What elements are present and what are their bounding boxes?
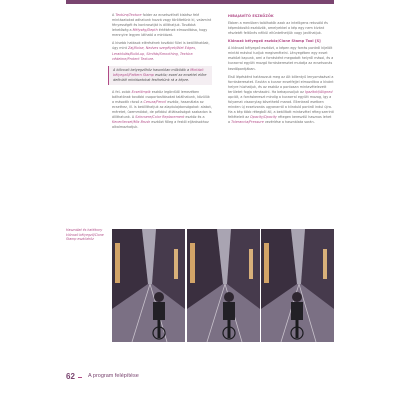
text: A kisebb hatások elérésének további fülei is beállíthatóak, úgy mint	[112, 41, 210, 51]
left-text-column	[112, 13, 212, 133]
text: rétegen keresztül hasznos lehet a	[228, 115, 332, 125]
paragraph	[112, 41, 212, 61]
subsection-heading: Klónozó bélyegző eszköz/Clone Stamp Tool [S]	[228, 39, 321, 44]
street-cyclist-photo	[187, 229, 260, 342]
text: eszköz legördülő lemezében bálhatónak további csoportosításokat találhatunk, közülük a második rácsó a	[112, 89, 210, 104]
term-options: Zaj/Noise, Nedves szegélyek/Wet Edges, Lerakódás/Build-up, Simítás/Smoothing, Textúra védelme/Protect Texture	[112, 46, 197, 61]
note-box	[108, 66, 212, 85]
text: eszközt főleg a festői eljárásokhoz alkalmazhatjuk.	[112, 119, 209, 129]
text: értékének elmozdítása, hogy mennyire legyen látható a mintázat.	[112, 28, 208, 38]
figure-photo-strip	[112, 229, 334, 342]
text: eszközhöz	[77, 237, 94, 242]
text: folder az ecsetszélnél kiskész felé mintázatokat adhatunk hozzá vagy töröltetünk ki, valamint fényességét és kontrasztját is állíthatjuk. Továbbá lehetőség a	[112, 13, 212, 33]
paragraph	[228, 75, 334, 125]
text: vezérlése a használata során.	[263, 120, 315, 125]
right-text-column	[228, 13, 334, 128]
running-title: A program felépítése	[88, 373, 139, 379]
text: eszköz; ezzel az ecsettel előre definiált mintázatokat festhetünk rá a képre.	[113, 72, 207, 82]
text: Használat és	[66, 228, 88, 232]
street-cyclist-photo	[261, 229, 334, 342]
photo-retouched	[187, 229, 260, 342]
text: A	[112, 13, 116, 17]
term-pressure: Tolerancia/Pressure	[231, 120, 264, 125]
photo-result	[261, 229, 334, 342]
photo-original	[112, 229, 185, 342]
paragraph	[112, 13, 212, 38]
term-pencil: Ceruza/Pencil	[143, 99, 167, 104]
street-cyclist-photo	[112, 229, 185, 342]
text: hatékony klónozó bélyegző/Clone Stamp	[66, 228, 104, 242]
term-depth: Mélység/Depth	[132, 28, 158, 33]
paragraph: A klónozó bélyegző eszközt, a képen egy forrás pontról kijelölt mintát máshol tudjuk megismételni. Lényegében egy ecset eszközt kapunk, ami a forrásként megadott helyről másol, és a kurzorral együtt mozgó forráskeresztet mutatja az ecsetvonás kezdőpontjában.	[228, 46, 334, 71]
paragraph: Ebben a menüben találhatók azok az intelligens retusáló és képmódosító eszközök, amelyekkel a kép egy nem kívánt részletét feltűnés nélkül eltüntethetjük vagy javíthatjuk.	[228, 21, 328, 36]
term-color-replacement: Színcsere/Color Replacement	[135, 114, 185, 119]
text: A klónozó belyegzőhöz hasonlóan működik a	[113, 67, 191, 72]
term-opacity: Opacity/Opacity	[250, 115, 277, 120]
text: A fel- zolok	[112, 89, 132, 94]
text: Első lépésként határozzuk meg az Alt billentyű lenyomásával a forráskeresztet. Ezután a kurzor ecsetfejjel elmozdítva a kívánt helyre húzhatjuk, és az eszköz a pontosan mintavételezett területet fogja rámásolni. Ha bekapcsoljuk az	[228, 74, 334, 94]
term-brush: Ecsetlimpik	[131, 89, 151, 94]
text: .	[153, 56, 155, 61]
text: eszköz, használata az ecsethez, ill. is beállíthatjuk az alaptulajdonságokat: alakot, méretet, üzemmódot, de például átlátszóságot szabadon is állíthatunk. A	[112, 99, 212, 119]
text: opciót, a forráskereszt mindig a kurzorral együtt mozog, így a folyamat viszonylag követhető marad. Ellenkező esetben minden új ecsetvonás ugyanarról a kiinduló pontról indul újra. Ha a kép több rétegből áll, a beállított mintavétel réteg szerinti feltételeit az	[228, 94, 334, 120]
section-heading: HIBAJAVÍTÓ ESZKÖZÖK	[228, 14, 274, 18]
term-texture: Textúra/Texture	[115, 13, 142, 17]
footer-divider	[78, 377, 82, 378]
term-pattern-stamp: Mintázó bélyegző/Pattern Stamp	[113, 67, 204, 77]
figure-caption	[66, 228, 106, 242]
page-number: 62	[66, 372, 75, 381]
top-accent-bar	[66, 0, 334, 4]
term-aligned: Igazított/Aligned	[304, 89, 333, 94]
text: eszköz és a	[184, 114, 205, 119]
term-mix-brush: Keverőecset/Mix Brush	[112, 119, 151, 124]
paragraph	[112, 90, 212, 130]
